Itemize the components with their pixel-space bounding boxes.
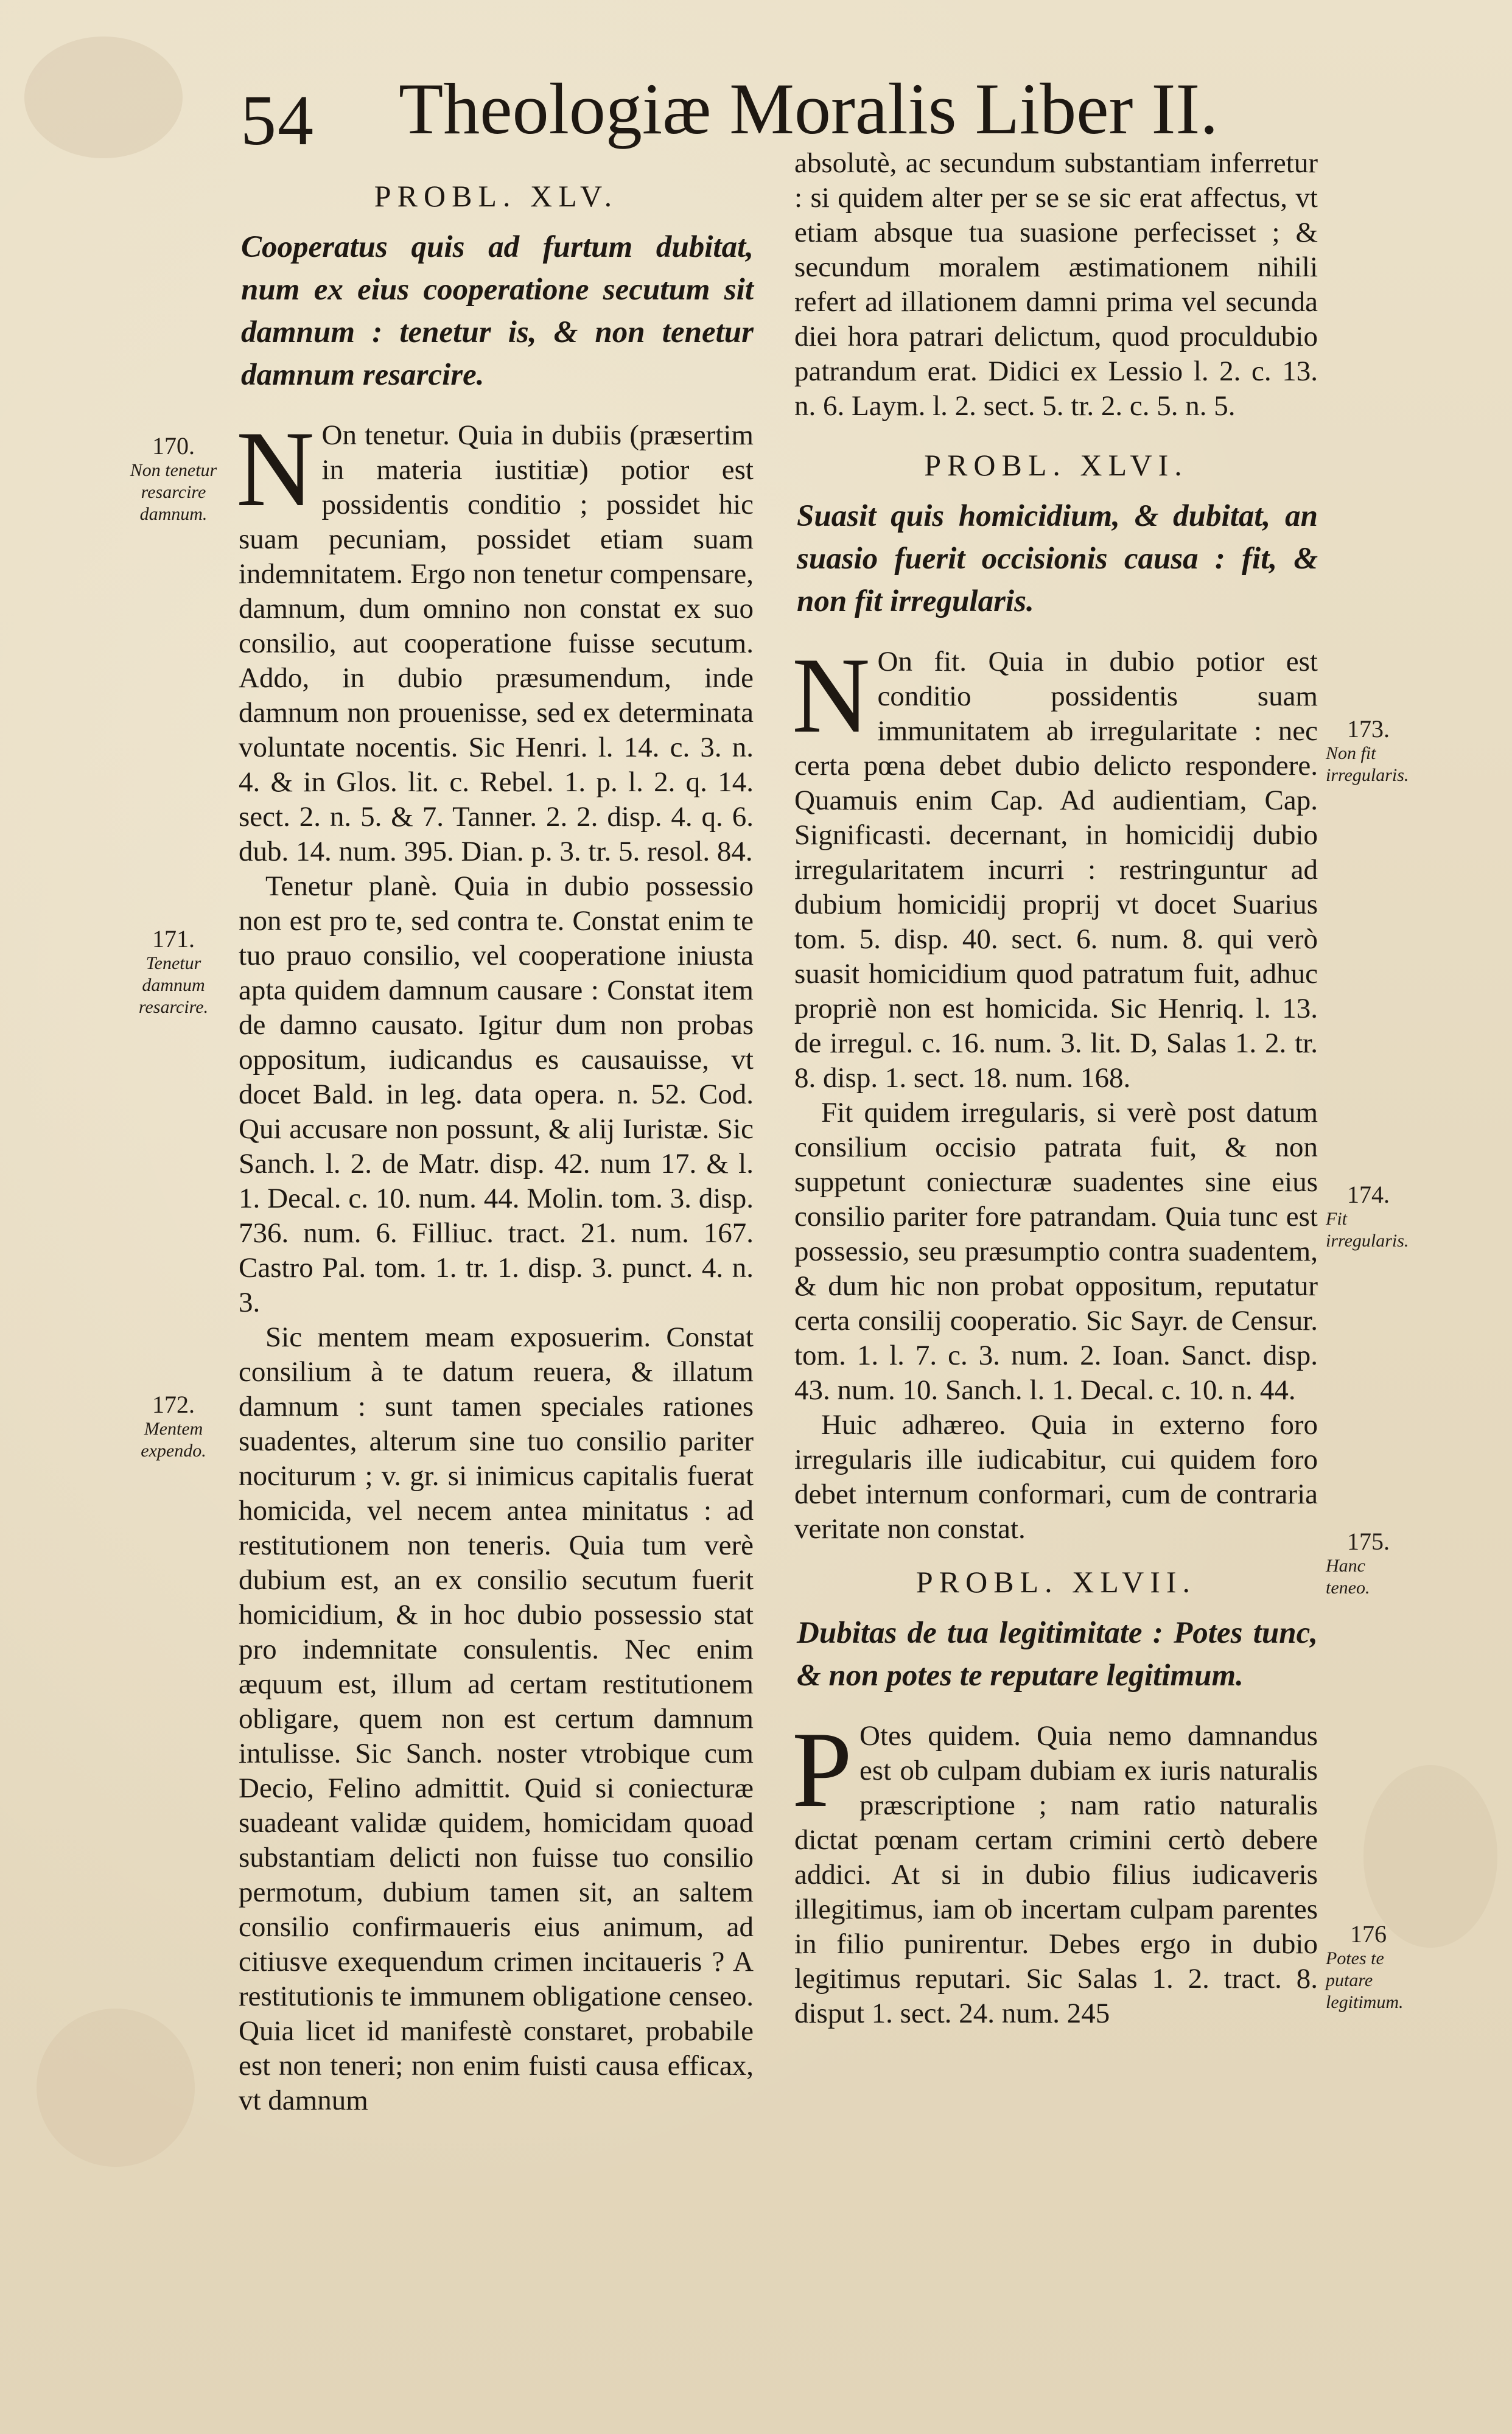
margin-note-174: [1326, 1181, 1411, 1252]
margin-note-number: 170.: [152, 432, 195, 460]
running-title: Theologiæ Moralis Liber II.: [399, 68, 1219, 149]
drop-cap: N: [792, 635, 870, 755]
paragraph-172: Sic mentem meam exposuerim. Constat consilium à te datum reuera, & illatum damnum : sunt tamen speciales rationes suadentes, alterum sine tuo consilio pariter nociturum ; v. gr. si inimicus capitalis fuerat homicida, vel necem antea minitatus : ad restitutionem non teneris. Quia tum verè dubium est, an ex consilio secutum fuerit homicidium, & in hoc dubio possessio stat pro indemnitate consulentis. Nec enim æquum est, illum ad certam restitutionem obligare, quem non est certum damnum intulisse. Sic Sanch. noster vtrobique cum Decio, Felino admittit. Quid si coniecturæ suadeant validæ quidem, homicidam quoad substantiam delicti non fuisse tuo consilio permotum, dubium tamen sit, an saltem consilio confirmaueris eius animum, ad citiusve exequendum crimen incitaueris ? A restitutionis te immunem obligatione censeo. Quia licet id manifestè constaret, probabile est non teneri; non enim fuisti causa efficax, vt damnum: [239, 1321, 754, 2116]
margin-note-text: Tenetur damnum resarcire.: [138, 953, 209, 1017]
stain: [24, 37, 183, 158]
right-column: [794, 146, 1318, 2031]
problem-45-heading: PROBL. XLV.: [374, 179, 618, 213]
page-header: [240, 67, 1275, 160]
margin-note-number: 171.: [152, 925, 195, 953]
margin-note-text: Hanc teneo.: [1326, 1556, 1370, 1598]
paragraph-173-text: On fit. Quia in dubio potior est conditio possidentis suam immunitatem ab irregularitate : nec certa pœna debet dubio delicto respondere. Quamuis enim Cap. Ad audientiam, Cap. Significasti. decernant, in homicidij dubio irregularitatem incurri : restringuntur ad dubium homicidij proprij vt docet Suarius tom. 5. disp. 40. sect. 6. num. 8. qui verò suasit homicidium quod patratum fuit, adhuc propriè non est homicida. Sic Henriq. l. 13. de irregul. c. 16. num. 3. lit. D, Salas 1. 2. tr. 8. disp. 1. sect. 18. num. 168.: [794, 646, 1318, 1094]
page-number: 54: [240, 80, 315, 160]
problem-46-summary: Suasit quis homicidium, & dubitat, an suasio fuerit occisionis causa : fit, & non fit irregularis.: [797, 499, 1318, 618]
drop-cap: P: [792, 1709, 852, 1830]
problem-47-summary: Dubitas de tua legitimitate : Potes tunc, & non potes te reputare legitimum.: [797, 1616, 1318, 1693]
continuation-paragraph: absolutè, ac secundum substantiam inferretur : si quidem alter per se se sic erat affectus, vt etiam absque tua suasione perfecisset ; & secundum moralem æstimationem nihili refert ad illationem damni prima vel secunda diei hora patrari delictum, quod proculdubio patrandum erat. Didici ex Lessio l. 2. c. 13. n. 6. Laym. l. 2. sect. 5. tr. 2. c. 5. n. 5.: [794, 147, 1318, 422]
paragraph-171: Tenetur planè. Quia in dubio possessio non est pro te, sed contra te. Constat enim te tuo prauo consilio, vel cooperatione iniusta apta quidem damnum causare : Constat item de damno causato. Igitur dum non probas oppositum, iudicandus es causauisse, vt docet Bald. in leg. data opera. n. 52. Cod. Qui accusare non possunt, & alij Iuristæ. Sic Sanch. l. 2. de Matr. disp. 42. num 17. & l. 1. Decal. c. 10. num. 44. Molin. tom. 3. disp. 736. num. 6. Filliuc. tract. 21. num. 167. Castro Pal. tom. 1. tr. 1. disp. 3. punct. 4. n. 3.: [239, 870, 754, 1318]
margin-note-173: [1326, 715, 1411, 786]
paragraph-176-text: Otes quidem. Quia nemo damnandus est ob culpam dubiam ex iuris naturalis præscriptione ; nam ratio naturalis dictat pœnam certam crimini certò debere addici. At si in dubio filius iudicaveris illegitimus, iam ob incertam culpam parentes in filio punirentur. Debes ergo in dubio legitimus reputari. Sic Salas 1. 2. tract. 8. disput 1. sect. 24. num. 245: [794, 1720, 1318, 2029]
margin-note-text: Fit irregularis.: [1326, 1209, 1409, 1251]
margin-note-176: [1326, 1920, 1411, 2013]
paragraph-175: Huic adhæreo. Quia in externo foro irregularis ille iudicabitur, cui quidem foro debet internum conformari, cum de contraria veritate non constat.: [794, 1409, 1318, 1545]
margin-note-number: 175.: [1347, 1528, 1390, 1555]
margin-note-172: [116, 1391, 231, 1462]
problem-45-summary: Cooperatus quis ad furtum dubitat, num ex eius cooperatione secutum sit damnum : tenetur is, & non tenetur damnum resarcire.: [241, 230, 754, 392]
paragraph-174: Fit quidem irregularis, si verè post datum consilium occisio patrata fuit, & non suppetunt coniecturæ suadentes sine eius consilio pariter fore patrandam. Quia tunc est possessio, seu præsumptio contra suadentem, & dum hic non probat oppositum, reputatur certa consilij cooperatio. Sic Sayr. de Censur. tom. 1. l. 7. c. 3. num. 2. Ioan. Sanct. disp. 43. num. 10. Sanch. l. 1. Decal. c. 10. n. 44.: [794, 1097, 1318, 1406]
margin-note-170: [116, 432, 231, 525]
margin-note-text: Mentem expendo.: [141, 1419, 206, 1461]
margin-note-text: Non tenetur resarcire damnum.: [130, 460, 217, 524]
paragraph-170: [236, 408, 754, 869]
margin-note-171: [116, 925, 231, 1018]
problem-47-heading: PROBL. XLVII.: [915, 1565, 1197, 1599]
paragraph-173: [792, 635, 1318, 1096]
paragraph-170-text: On tenetur. Quia in dubiis (præsertim in materia iustitiæ) potior est possidentis conditio ; possidet hic suam pecuniam, possidet etiam suam indemnitatem. Ergo non tenetur compensare, damnum, dum omnino non constat ex suo consilio, aut cooperatione fuisse secutum. Addo, in dubio præsumendum, inde damnum non prouenisse, sed ex determinata voluntate nocentis. Sic Henri. l. 14. c. 3. n. 4. & in Glos. lit. c. Rebel. 1. p. l. 2. q. 14. sect. 2. n. 5. & 7. Tanner. 2. 2. disp. 4. q. 6. dub. 14. num. 395. Dian. p. 3. tr. 5. resol. 84.: [239, 419, 754, 867]
margin-note-175: [1326, 1528, 1411, 1599]
margin-note-text: Potes te putare legitimum.: [1326, 1948, 1404, 2012]
margin-note-number: 176: [1350, 1920, 1387, 1948]
margin-note-number: 172.: [152, 1391, 195, 1418]
problem-46-heading: PROBL. XLVI.: [924, 448, 1188, 482]
drop-cap: N: [236, 408, 315, 529]
paragraph-176: [792, 1709, 1318, 2031]
margin-note-text: Non fit irregularis.: [1326, 743, 1409, 785]
margin-note-number: 173.: [1347, 715, 1390, 743]
margin-note-number: 174.: [1347, 1181, 1390, 1208]
left-column: [236, 177, 754, 2118]
stain: [37, 2009, 195, 2167]
